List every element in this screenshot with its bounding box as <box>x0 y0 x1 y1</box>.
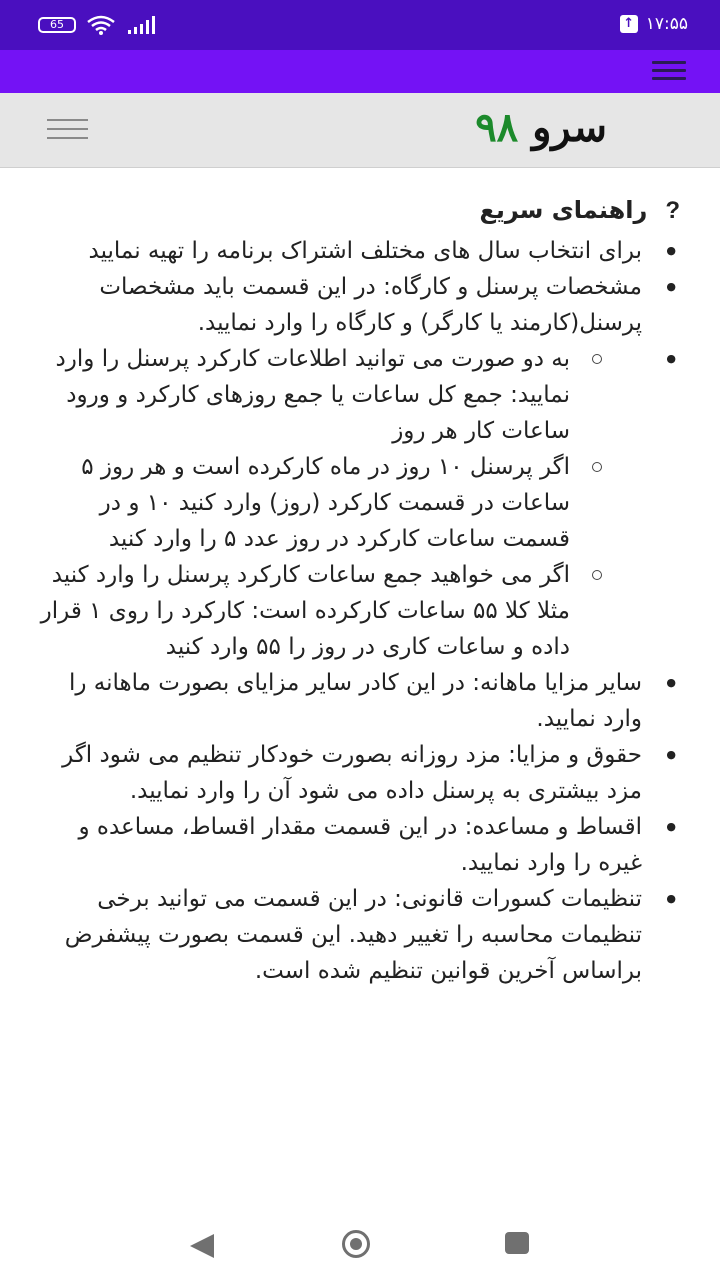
toolbar <box>0 50 720 93</box>
clock: ۱۷:۵۵ <box>645 14 688 34</box>
app-logo <box>475 105 607 151</box>
guide-title-text: راهنمای سریع <box>479 196 648 224</box>
logo-number: ۹۸ <box>475 104 519 151</box>
recent-apps-icon[interactable] <box>505 1232 529 1254</box>
guide-list <box>32 233 680 989</box>
logo-word: سرو <box>532 104 607 151</box>
battery-icon <box>38 17 76 33</box>
list-item: ● سایر مزایا ماهانه: در این کادر سایر مزایای بصورت ماهانه را وارد نمایید. <box>32 665 680 737</box>
question-icon: ? <box>665 197 680 224</box>
list-item: ● مشخصات پرسنل و کارگاه: در این قسمت باید مشخصات پرسنل(کارمند یا کارگر) و کارگاه را وارد نمایید. <box>32 269 680 341</box>
list-item: ● برای انتخاب سال های مختلف اشتراک برنامه را تهیه نمایید <box>32 233 680 269</box>
guide-title <box>32 190 680 231</box>
status-icons-right <box>620 14 688 34</box>
list-item: ● تنظیمات کسورات قانونی: در این قسمت می توانید برخی تنظیمات محاسبه را تغییر دهید. این قسمت بصورت پیشفرض براساس آخرین قوانین تنظیم شده است. <box>32 881 680 989</box>
battery-level: 65 <box>50 18 64 31</box>
status-bar <box>0 0 720 50</box>
home-icon[interactable] <box>342 1230 370 1258</box>
upload-icon: ↑ <box>620 15 638 33</box>
guide-content <box>32 190 680 1210</box>
list-item-nested <box>32 341 680 665</box>
navigation-bar <box>0 1210 720 1280</box>
list-item: ● حقوق و مزایا: مزد روزانه بصورت خودکار تنظیم می شود اگر مزد بیشتری به پرسنل داده می شود آن را وارد نمایید. <box>32 737 680 809</box>
signal-icon <box>126 15 156 35</box>
hamburger-menu-icon[interactable] <box>47 119 88 141</box>
app-header <box>0 93 720 168</box>
menu-icon[interactable] <box>652 61 686 81</box>
wifi-icon <box>86 15 116 35</box>
sub-list-item: اگر می خواهید جمع ساعات کارکرد پرسنل را وارد کنید مثلا کلا ۵۵ ساعات کارکرده است: کارکرد را روی ۱ قرار داده و ساعات کاری در روز را ۵۵ وارد کنید <box>32 557 608 665</box>
sub-list <box>32 341 642 665</box>
sub-list-item: اگر پرسنل ۱۰ روز در ماه کارکرده است و هر روز ۵ ساعات در قسمت کارکرد (روز) وارد کنید ۱۰ و در قسمت ساعات کارکرد در روز عدد ۵ را وارد کنید <box>32 449 608 557</box>
sub-list-item: ● به دو صورت می توانید اطلاعات کارکرد پرسنل را وارد نمایید: جمع کل ساعات یا جمع روزهای کارکرد و ورود ساعات کار هر روز <box>32 341 608 449</box>
back-icon[interactable] <box>190 1234 214 1258</box>
status-icons-left <box>38 14 156 36</box>
list-item: ● اقساط و مساعده: در این قسمت مقدار اقساط، مساعده و غیره را وارد نمایید. <box>32 809 680 881</box>
